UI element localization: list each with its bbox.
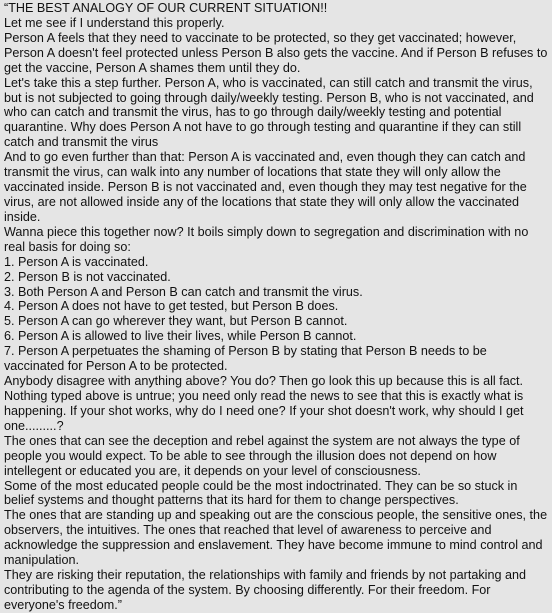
list-item: 2. Person B is not vaccinated. [4,269,171,284]
post-paragraph: Let me see if I understand this properly. [4,15,225,30]
post-paragraph: They are risking their reputation, the relationships with family and friends by not partaking and contributing to the agenda of the system. By choosing differently. For their freedom. For everyone's freedom.” [4,568,527,612]
post-paragraph: Wanna piece this together now? It boils simply down to segregation and discrimination with no real basis for doing so: [4,224,529,254]
post-paragraph: The ones that are standing up and speaking out are the conscious people, the sensitive ones, the observers, the intuitives. The ones that reached that level of awareness to perceive and acknowledge the suppression and enslavement. They have become immune to mind control and manipulation. [4,508,548,568]
list-item: 7. Person A perpetuates the shaming of Person B by stating that Person B needs to be vaccinated for Person A to be protected. [4,344,487,374]
list-item: 6. Person A is allowed to live their lives, while Person B cannot. [4,329,357,344]
post-paragraph: Anybody disagree with anything above? You do? Then go look this up because this is all fact. Nothing typed above is untrue; you need only read the news to see that this is exactly what is happening. If your shot works, why do I need one? If your shot doesn't work, why should I get one.........? [4,374,524,433]
list-item: 5. Person A can go wherever they want, but Person B cannot. [4,314,348,329]
list-item: 1. Person A is vaccinated. [4,254,149,269]
list-item: 4. Person A does not have to get tested, but Person B does. [4,299,339,314]
post-title: “THE BEST ANALOGY OF OUR CURRENT SITUATION!! [4,1,328,15]
post-paragraph: Person A feels that they need to vaccinate to be protected, so they get vaccinated; however, Person A doesn't feel protected unless Person B also gets the vaccine. And if Person B refuses to get the vaccine, Person A shames them until they do. [4,30,548,75]
post-paragraph: Let's take this a step further. Person A, who is vaccinated, can still catch and transmit the virus, but is not subjected to going through daily/weekly testing. Person B, who is not vaccinated, and who can catch and transmit the virus, has to go through daily/weekly testing and potential quarantine. Why does Person A not have to go through testing and quarantine if they can still catch and transmit the virus [4,75,534,150]
post-paragraph: And to go even further than that: Person A is vaccinated and, even though they can catch and transmit the virus, can walk into any number of locations that state they will only allow the vaccinated inside. Person B is not vaccinated and, even though they may test negative for the virus, are not allowed inside any of the locations that state they will only allow the vaccinated inside. [4,150,527,224]
post-paragraph: The ones that can see the deception and rebel against the system are not always the type of people you would expect. To be able to see through the illusion does not depend on how intellegent or educated you are, it depends on your level of consciousness. [4,433,520,478]
post-paragraph: Some of the most educated people could be the most indoctrinated. They can be so stuck in belief systems and thought patterns that its hard for them to change perspectives. [4,478,518,508]
list-item: 3. Both Person A and Person B can catch and transmit the virus. [4,284,363,299]
